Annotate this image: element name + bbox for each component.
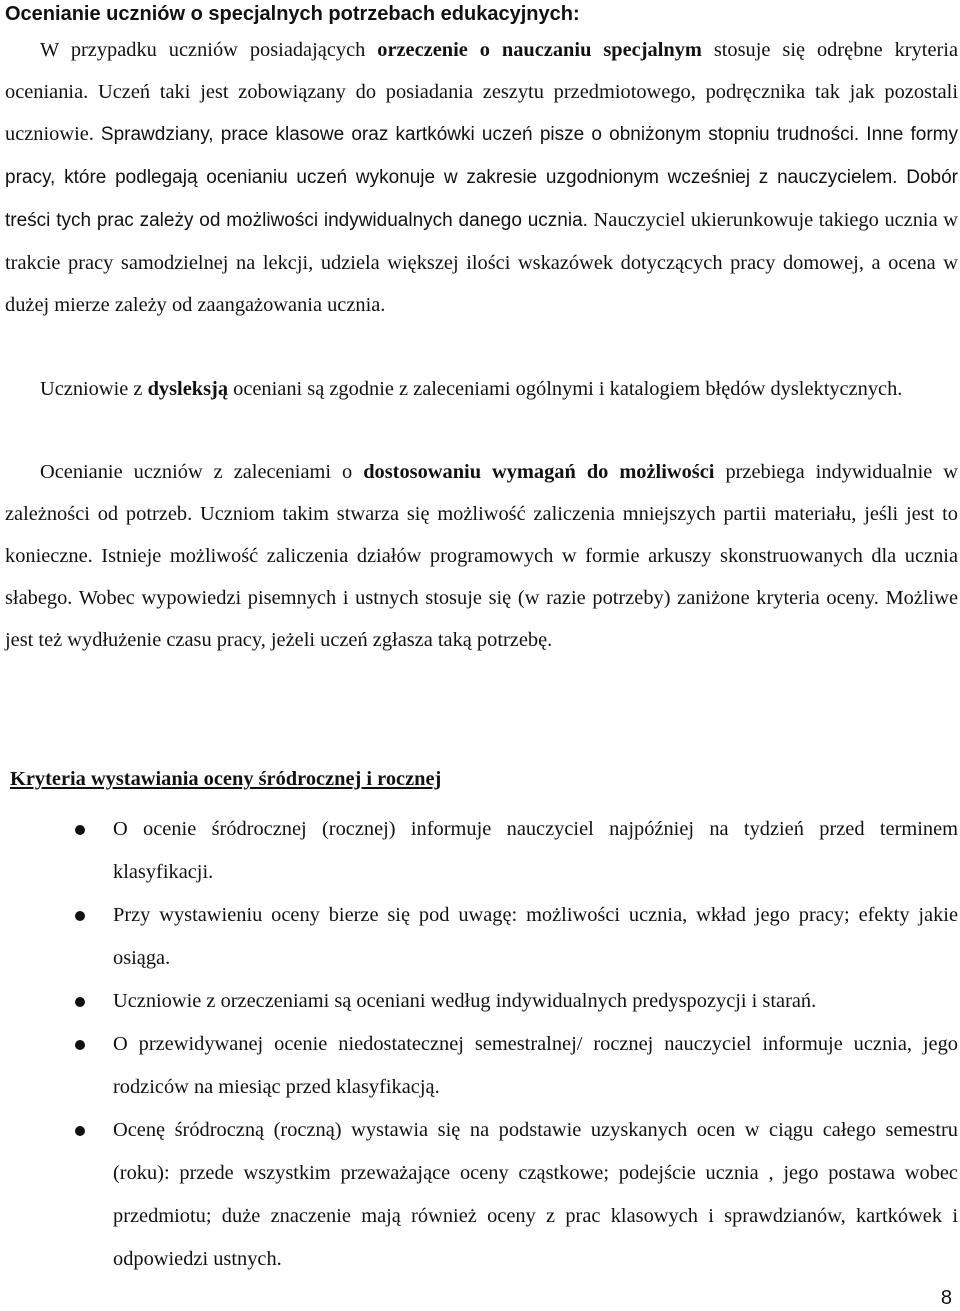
section-title-grading-criteria: Kryteria wystawiania oceny śródrocznej i rocznej: [10, 768, 442, 790]
list-item: [0, 894, 958, 980]
list-item: [0, 980, 958, 1023]
text-run: W przypadku uczniów posiadających: [40, 39, 378, 61]
section-title-special-needs: Ocenianie uczniów o specjalnych potrzebach edukacyjnych:: [5, 3, 580, 25]
bold-term-dyslexia: dysleksją: [147, 378, 229, 400]
list-item-text: O ocenie śródrocznej (rocznej) informuje nauczyciel najpóźniej na tydzień przed terminem klasyfikacji.: [113, 818, 958, 883]
text-run: Nauczyciel ukierunkowuje takiego ucznia w trakcie pracy samodzielnej na lekcji, udziela większej ilości wskazówek dotyczących pracy domowej, a ocena w dużej mierze zależy od zaangażowania ucznia.: [5, 209, 958, 316]
list-item: [0, 1023, 958, 1109]
text-run-sans: Sprawdziany, prace klasowe oraz kartkówki uczeń pisze o obniżonym stopniu trudności. Inne formy pracy, które podlegają ocenianiu uczeń wykonuje w zakresie uzgodnionym wcześniej z nauczycielem. Dobór treści tych prac zależy od możliwości indywidualnych danego ucznia.: [5, 124, 958, 231]
text-run: Ocenianie uczniów z zaleceniami o: [40, 461, 364, 483]
page-number: 8: [940, 1287, 952, 1309]
criteria-list: [0, 808, 960, 1281]
text-run: Uczniowie z: [40, 378, 148, 400]
text-run: oceniani są zgodnie z zaleceniami ogólnymi i katalogiem błędów dyslektycznych.: [228, 378, 903, 400]
bold-term-adjusted-requirements: dostosowaniu wymagań do możliwości: [363, 461, 715, 483]
bullet-icon: [75, 911, 85, 921]
paragraph-dyslexia: [5, 368, 958, 410]
list-item-text: Przy wystawieniu oceny bierze się pod uwagę: możliwości ucznia, wkład jego pracy; efekty jakie osiąga.: [113, 904, 958, 969]
bold-term-special-education: orzeczenie o nauczaniu specjalnym: [377, 39, 702, 61]
list-item: [0, 808, 958, 894]
text-run: stosuje się odrębne kryteria oceniania. Uczeń taki jest zobowiązany do posiadania zeszytu przedmiotowego, podręcznika tak jak pozostali uczniowie.: [5, 39, 959, 145]
list-item-text: Ocenę śródroczną (roczną) wystawia się na podstawie uzyskanych ocen w ciągu całego semestru (roku): przede wszystkim przeważające oceny cząstkowe; podejście ucznia , jego postawa wobec przedmiotu; duże znaczenie mają również oceny z prac klasowych i sprawdzianów, kartkówek i odpowiedzi ustnych.: [113, 1119, 958, 1270]
paragraph-special-education: [5, 29, 958, 326]
text-run: przebiega indywidualnie w zależności od potrzeb. Uczniom takim stwarza się możliwość zaliczenia mniejszych partii materiału, jeśli jest to konieczne. Istnieje możliwość zaliczenia działów programowych w formie arkuszy skonstruowanych dla ucznia słabego. Wobec wypowiedzi pisemnych i ustnych stosuje się (w razie potrzeby) zaniżone kryteria oceny. Możliwe jest też wydłużenie czasu pracy, jeżeli uczeń zgłasza taką potrzebę.: [5, 461, 959, 651]
bullet-icon: [75, 1126, 85, 1136]
bullet-icon: [75, 825, 85, 835]
list-item-text: O przewidywanej ocenie niedostatecznej semestralnej/ rocznej nauczyciel informuje ucznia, jego rodziców na miesiąc przed klasyfikacją.: [113, 1033, 958, 1098]
bullet-icon: [75, 1040, 85, 1050]
list-item-text: Uczniowie z orzeczeniami są oceniani według indywidualnych predyspozycji i starań.: [113, 990, 817, 1012]
list-item: [0, 1109, 958, 1281]
paragraph-adjusted-requirements: [5, 451, 958, 661]
bullet-icon: [75, 997, 85, 1007]
